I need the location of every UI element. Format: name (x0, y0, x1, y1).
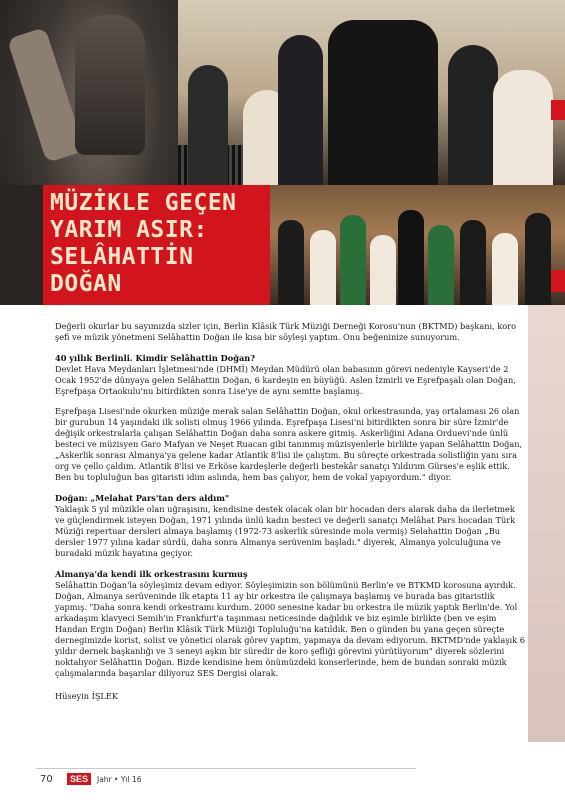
choir-member (398, 210, 424, 305)
article-title-line-2: YARIM ASIR: (50, 217, 208, 243)
article-title-line-4: DOĞAN (50, 271, 122, 297)
page-footer (0, 742, 565, 800)
choir-member (188, 65, 228, 185)
choir-member (525, 213, 551, 305)
ses-logo: SES (67, 773, 91, 785)
side-photo-stripe (528, 305, 565, 742)
article-paragraph-1: Devlet Hava Meydanları İşletmesi'nde (DHMİ) Meydan Müdürü olan babasının görevi nedeniyle Kayseri'de 2 Ocak 1952'de dünyaya gelen Selâhattin Doğan, 6 kardeşin en büyüğü. Aslen İzmirli ve Eşrefpaşalı olan Doğan, Eşrefpaşa Ortaokulu'nu bitirdikten sonra Lise'ye de aynı semtte başlamış. (55, 364, 516, 396)
choir-member (448, 45, 498, 185)
choir-photo-bottom (270, 185, 565, 305)
choir-member (370, 235, 396, 305)
article-paragraph-2: Eşrefpaşa Lisesi'nde okurken müziğe merak salan Selâhattin Doğan, okul orkestrasında, yaş ortalaması 26 olan bir gurubun 14 yaşındaki ilk solisti olmuş 1966 yılında. Eşrefpaşa Lisesi'ni bitirdikten sonra bir süre İzmir'de değişik orkestralarla çalışan Selâhattin Doğan daha sonra askere gitmiş. Askerliğini Adana Orduevi'nde ünlü besteci ve müzisyen Garo Mafyan ve Neşet Ruacan gibi tanınmış müzisyenlerle birlikte yapan Selâhattin Doğan, „Askerlik sonrası Almanya'ya gelene kadar Atlantik 8'lisi ile çalıştım. Bu süreçte orkestrada solistliğin yanı sıra org ve çello çaldım. Atlantik 8'lisi ve Erköse kardeşlerle değerli bestekâr sanatçı Yıldırım Gürses'e eşlik ettik. Ben bu topluluğun bas gitaristi idim aslında, hem bas çalıyor, hem de vokal yapıyordum." diyor. (55, 406, 523, 482)
decor-red-tab (551, 270, 565, 292)
choir-member (278, 35, 323, 185)
article-intro: Değerli okurlar bu sayımızda sizler için, Berlin Klâsik Türk Müziği Derneği Korosu'nun (BKTMD) başkanı, koro şefi ve müzik yönetmeni Selâhattin Doğan ile kısa bir söyleşi yaptım. Onu beğeninize sunuyorum. (55, 321, 517, 342)
choir-conductor (328, 20, 438, 185)
issue-label: Jahr • Yıl 16 (97, 775, 142, 784)
decor-red-tab (551, 100, 565, 120)
choir-member (460, 220, 486, 305)
section-heading-1: 40 yıllık Berlinli. Kimdir Selâhattin Doğan? (55, 353, 256, 363)
guitar-shape (7, 27, 85, 163)
section-heading-2: Doğan: „Melahat Pars'tan ders aldım" (55, 493, 230, 503)
choir-member (340, 215, 366, 305)
article-title-line-3: SELÂHATTİN (50, 244, 194, 270)
footer-divider (36, 768, 416, 769)
choir-member (310, 230, 336, 305)
article-signature: Hüseyin İŞLEK (55, 691, 118, 701)
choir-member (428, 225, 454, 305)
choir-photo-top (178, 0, 565, 185)
article-body (55, 321, 525, 707)
choir-member (493, 70, 553, 185)
guitarist-figure (75, 15, 145, 155)
section-heading-3: Almanya'da kendi ilk orkestrasını kurmuş (55, 569, 248, 579)
article-title-line-1: MÜZİKLE GEÇEN (50, 190, 237, 216)
choir-member (492, 233, 518, 305)
article-paragraph-4: Selâhattin Doğan'la söyleşimiz devam ediyor. Söyleşimizin son bölümünü Berlin'e ve BTKMD korosuna ayırdık. Doğan, Almanya serüveninde ilk etapta 11 ay bir orkestra ile çalışmaya başlamış ve burada bas gitaristlik yapmış. "Daha sonra kendi orkestramı kurdum. 2000 senesine kadar bu orkestra ile müzik yaptık Berlin'de. Yol arkadaşım klavyeci Semih'in Frankfurt'a taşınması neticesinde dağıldık ve biz eşimle birlikte (ben ve eşim Handan Ergin Doğan) Berlin Klâsik Türk Müziği Topluluğu'na katıldık. Ben o günden bu yana geçen süreçte dernegimizde korist, solist ve yönetici olarak görev yaptım, yapmaya da devam ediyorum. BKTMD'nde yaklaşık 6 yıldır dernek başkanlığı ve 3 seneyi aşkın bir süredir de koro şefliği görevini yürütüyorum" diyerek sözlerini noktalıyor Selâhattin Doğan. Bizde kendisine hem önümüzdeki konserlerinde, hem de bundan sonraki müzik çalışmalarında başarılar diliyoruz SES Dergisi olarak. (55, 580, 525, 678)
article-paragraph-3: Yaklaşık 5 yıl müzikle olan uğraşısını, kendisine destek olacak olan bir hocadan ders alarak daha da ilerletmek ve güçlendirmek isteyen Doğan, 1971 yılında ünlü kadın besteci ve değerli sanatçı Melâhat Pars hocadan Türk Müziği repertuar dersleri almaya başlamış (1972-73 askerlik süresinde mola vermiş) Selahattin Doğan „Bu dersler 1977 yılına kadar sürdü, daha sonra Almanya serüvenim başladı." diyerek, Almanya yolculuğuna ve buradaki müzik hayatına geçiyor. (55, 504, 516, 558)
choir-member (278, 220, 304, 305)
page-number: 70 (40, 774, 53, 785)
